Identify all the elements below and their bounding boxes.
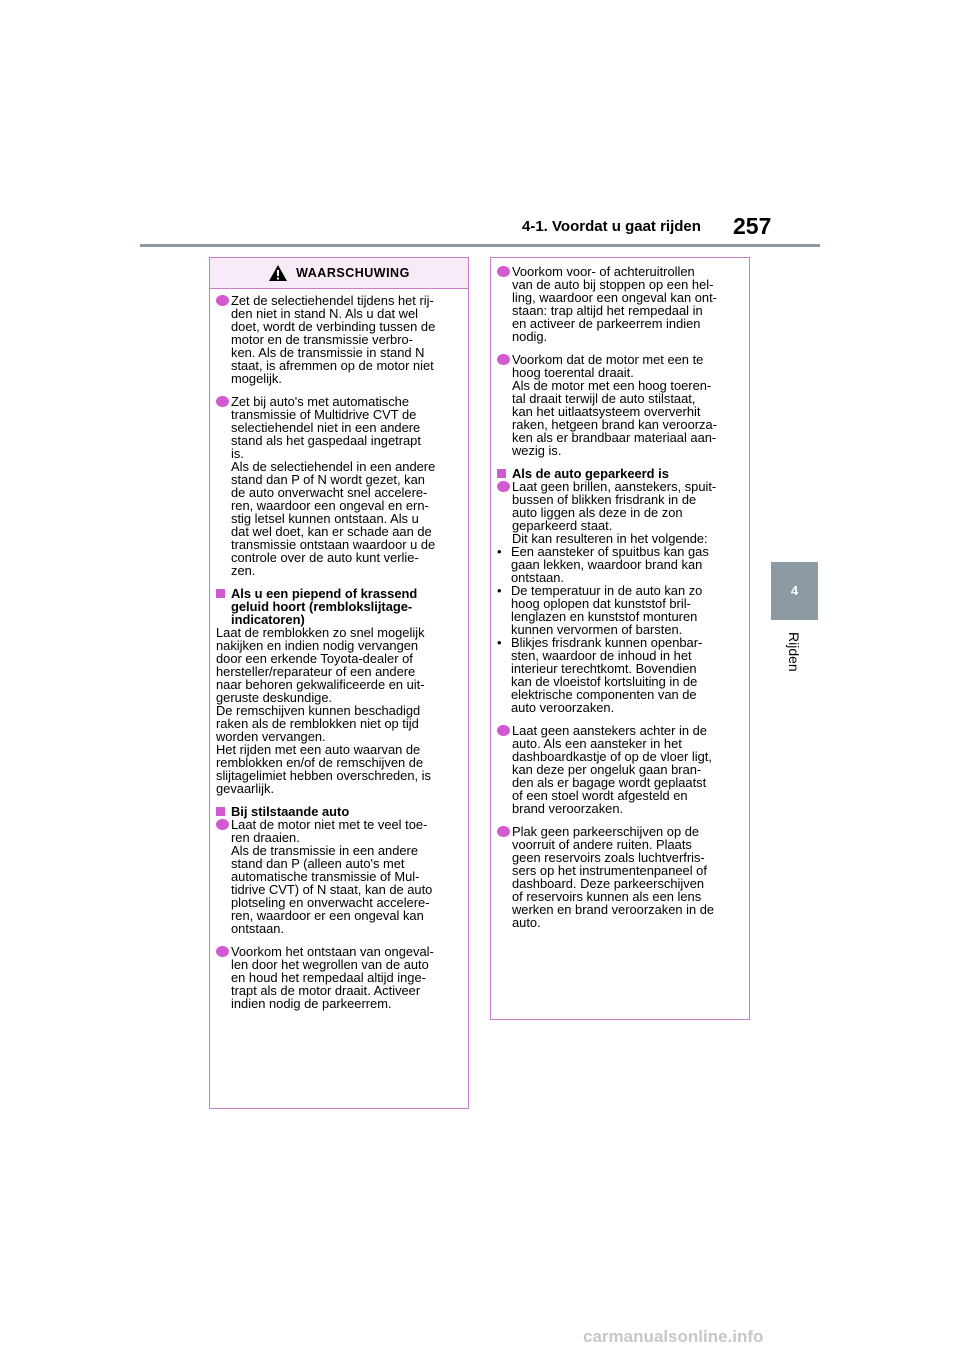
bullet-dot-icon bbox=[216, 946, 229, 957]
list-item bbox=[216, 294, 463, 385]
chapter-label-text: Rijden bbox=[786, 632, 802, 672]
header-rule bbox=[140, 244, 820, 247]
bullet-dot-icon bbox=[497, 266, 510, 277]
subheading-text: Als de auto geparkeerd is bbox=[512, 466, 669, 481]
bullet-dot-icon bbox=[216, 819, 229, 830]
page-number: 257 bbox=[733, 213, 772, 239]
list-item-text: Zet bij auto's met automatische transmissie of Multidrive CVT de selectiehendel niet in een andere stand als het gaspedaal ingetrapt is. Als de selectiehendel in een andere stand dan P of N wordt gezet, kan de auto onverwacht snel accelere- ren, waardoor een ongeval en ern- stig letsel kunnen ontstaan. Als u dat wel doet, kan er schade aan de transmissie ontstaan waardoor u de controle over de auto kunt verlie- zen. bbox=[231, 394, 436, 578]
sub-list-item-text: Een aansteker of spuitbus kan gas gaan lekken, waardoor brand kan ontstaan. bbox=[511, 544, 709, 585]
watermark: carmanualsonline.info bbox=[583, 1327, 764, 1346]
sub-bullet: • bbox=[497, 583, 502, 598]
list-item bbox=[216, 395, 463, 577]
list-item-text: Voorkom voor- of achteruitrollen van de auto bij stoppen op een hel- ling, waardoor een ongeval kan ont- staan: trap altijd het rempedaal in en activeer de parkeerrem indien nodig. bbox=[512, 264, 717, 344]
sub-bullet: • bbox=[497, 635, 502, 650]
list-item-text: Voorkom het ontstaan van ongeval- len door het wegrollen van de auto en houd het rempedaal altijd inge- trapt als de motor draait. Activeer indien nodig de parkeerrem. bbox=[231, 944, 434, 1011]
list-item-text: Plak geen parkeerschijven op de voorruit of andere ruiten. Plaats geen reservoirs zoals luchtverfris- sers op het instrumentenpaneel of dashboard. Deze parkeerschijven of reservoirs kunnen als een lens werken en brand veroorzaken in de auto. bbox=[512, 824, 715, 930]
list-item bbox=[497, 480, 744, 545]
warning-header bbox=[210, 258, 468, 289]
chapter-tab: 4 bbox=[771, 562, 818, 620]
subheading bbox=[216, 587, 463, 626]
list-item bbox=[497, 353, 744, 457]
list-item-text: Zet de selectiehendel tijdens het rij- den niet in stand N. Als u dat wel doet, wordt de verbinding tussen de motor en de transmissie verbro- ken. Als de transmissie in stand N staat, is afremmen op de motor niet mogelijk. bbox=[231, 293, 436, 386]
list-item bbox=[497, 724, 744, 815]
list-item-text: Voorkom dat de motor met een te hoog toerental draait. Als de motor met een hoog toeren- tal draait terwijl de auto stilstaat, kan het uitlaatsysteem oververhit raken, hetgeen brand kan veroorza- ken als er brandbaar materiaal aan- wezig is. bbox=[512, 352, 717, 458]
list-item bbox=[497, 265, 744, 343]
warning-triangle-icon bbox=[268, 264, 288, 282]
list-item bbox=[216, 818, 463, 935]
paragraph: Laat de remblokken zo snel mogelijk nakijken en indien nodig vervangen door een erkende Toyota-dealer of hersteller/reparateur of een andere naar behoren gekwalificeerde en uit- geruste deskundige. De remschijven kunnen beschadigd raken als de remblokken niet op tijd worden vervangen. Het rijden met een auto waarvan de remblokken en/of de remschijven de slijtagelimiet hebben overschreden, is gevaarlijk. bbox=[216, 625, 431, 796]
list-item-text: Laat geen brillen, aanstekers, spuit- bussen of blikken frisdrank in de auto liggen als deze in de zon geparkeerd staat. Dit kan resulteren in het volgende: bbox=[512, 479, 717, 546]
list-item-text: Laat de motor niet met te veel toe- ren draaien. Als de transmissie in een andere stand dan P (alleen auto's met automatische transmissie of Mul- tidrive CVT) of N staat, kan de auto plotseling en onverwacht accelere- ren, waardoor er een ongeval kan ontstaan. bbox=[231, 817, 433, 936]
sub-list-item bbox=[497, 584, 744, 636]
warning-box-right bbox=[490, 257, 750, 1020]
square-bullet-icon bbox=[216, 807, 225, 816]
subheading-text: Bij stilstaande auto bbox=[231, 804, 350, 819]
sub-list-item-text: De temperatuur in de auto kan zo hoog oplopen dat kunststof bril- lenglazen en kunststof monturen kunnen vervormen of barsten. bbox=[511, 583, 703, 637]
bullet-dot-icon bbox=[497, 481, 510, 492]
warning-title: WAARSCHUWING bbox=[296, 266, 410, 280]
list-item bbox=[216, 945, 463, 1010]
bullet-dot-icon bbox=[497, 826, 510, 837]
sub-list-item bbox=[497, 636, 744, 714]
list-item bbox=[497, 825, 744, 929]
sub-list-item-text: Blikjes frisdrank kunnen openbar- sten, waardoor de inhoud in het interieur terechtkomt. Bovendien kan de vloeistof kortsluiting in de elektrische componenten van de auto veroorzaken. bbox=[511, 635, 703, 715]
bullet-dot-icon bbox=[216, 295, 229, 306]
bullet-dot-icon bbox=[497, 725, 510, 736]
square-bullet-icon bbox=[216, 589, 225, 598]
section-title: 4-1. Voordat u gaat rijden bbox=[522, 218, 701, 235]
sub-list-item bbox=[497, 545, 744, 584]
warning-box-left bbox=[209, 257, 469, 1109]
bullet-dot-icon bbox=[216, 396, 229, 407]
sub-bullet: • bbox=[497, 544, 502, 559]
list-item-text: Laat geen aanstekers achter in de auto. Als een aansteker in het dashboardkastje of op de vloer ligt, kan deze per ongeluk gaan bran- den als er bagage wordt geplaatst of een stoel wordt afgesteld en brand veroorzaken. bbox=[512, 723, 712, 816]
square-bullet-icon bbox=[497, 469, 506, 478]
chapter-label bbox=[780, 632, 806, 692]
bullet-dot-icon bbox=[497, 354, 510, 365]
subheading-text: Als u een piepend of krassend geluid hoort (remblokslijtage- indicatoren) bbox=[231, 586, 418, 627]
